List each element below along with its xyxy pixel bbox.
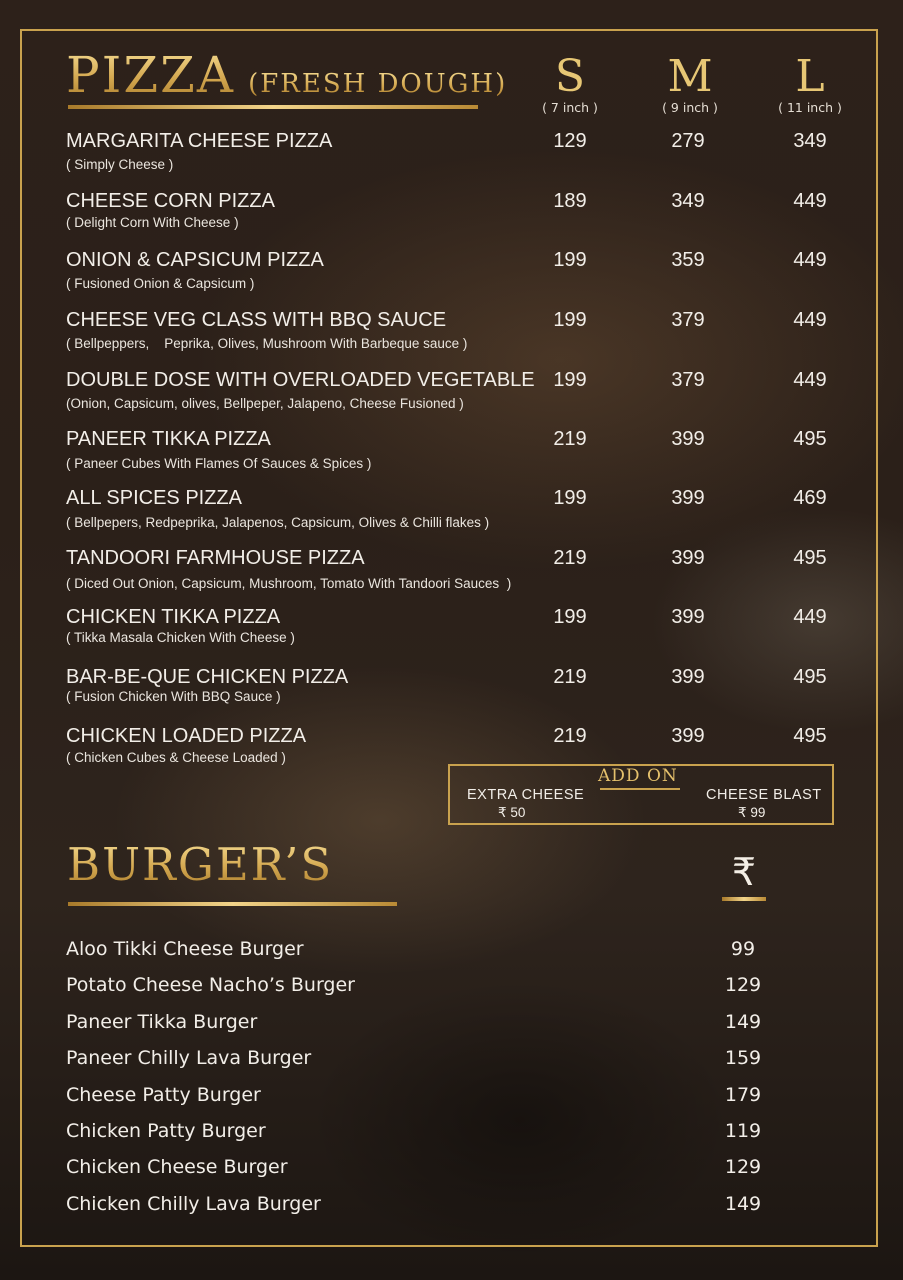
price-large: 449: [793, 309, 827, 331]
size-header-s: [520, 51, 620, 115]
item-price: 129: [724, 974, 762, 996]
size-inch: ( 11 inch ): [778, 100, 842, 115]
item-description: ( Delight Corn With Cheese ): [66, 215, 239, 230]
item-name: Potato Cheese Nacho’s Burger: [66, 974, 355, 996]
item-description: ( Diced Out Onion, Capsicum, Mushroom, Tomato With Tandoori Sauces ): [66, 576, 512, 591]
item-price: 149: [724, 1011, 762, 1033]
price-medium: 399: [671, 547, 705, 569]
item-name: BAR-BE-QUE CHICKEN PIZZA: [66, 666, 349, 688]
price-small: 199: [553, 369, 587, 391]
price-medium: 349: [671, 190, 705, 212]
addon-title-underline: [600, 788, 680, 790]
item-price: 159: [724, 1047, 762, 1069]
item-description: ( Fusion Chicken With BBQ Sauce ): [66, 689, 281, 704]
price-small: 219: [553, 428, 587, 450]
item-name: ALL SPICES PIZZA: [66, 487, 242, 509]
price-medium: 379: [671, 309, 705, 331]
price-small: 219: [553, 725, 587, 747]
item-name: ONION & CAPSICUM PIZZA: [66, 249, 324, 271]
addon-item-price: ₹ 99: [738, 805, 766, 820]
price-large: 449: [793, 249, 827, 271]
item-price: 129: [724, 1156, 762, 1178]
price-large: 349: [793, 130, 827, 152]
size-letter: M: [667, 51, 713, 102]
item-name: PANEER TIKKA PIZZA: [66, 428, 271, 450]
burger-section-title: [67, 838, 333, 891]
size-header-l: [760, 51, 860, 115]
price-large: 495: [793, 666, 827, 688]
price-large: 469: [793, 487, 827, 509]
price-medium: 279: [671, 130, 705, 152]
item-description: ( Fusioned Onion & Capsicum ): [66, 276, 255, 291]
price-large: 449: [793, 369, 827, 391]
price-medium: 399: [671, 606, 705, 628]
item-name: TANDOORI FARMHOUSE PIZZA: [66, 547, 365, 569]
item-name: DOUBLE DOSE WITH OVERLOADED VEGETABLE: [66, 369, 535, 391]
item-name: Paneer Chilly Lava Burger: [66, 1047, 312, 1069]
pizza-section-title: [66, 46, 507, 104]
price-small: 219: [553, 547, 587, 569]
burger-title-underline: [68, 902, 397, 906]
price-column-underline: [722, 897, 766, 901]
burger-title: BURGER’S: [67, 838, 334, 891]
item-price: 119: [724, 1120, 762, 1142]
item-name: Cheese Patty Burger: [66, 1084, 261, 1106]
rupee-icon: ₹: [731, 850, 757, 894]
price-large: 449: [793, 606, 827, 628]
size-letter: L: [795, 51, 825, 102]
price-large: 495: [793, 547, 827, 569]
size-inch: ( 7 inch ): [542, 100, 598, 115]
item-price: 99: [730, 938, 756, 960]
price-large: 495: [793, 725, 827, 747]
size-header-m: [640, 51, 740, 115]
price-medium: 379: [671, 369, 705, 391]
item-description: ( Tikka Masala Chicken With Cheese ): [66, 630, 295, 645]
price-small: 199: [553, 249, 587, 271]
item-name: Chicken Cheese Burger: [66, 1156, 288, 1178]
item-name: CHEESE VEG CLASS WITH BBQ SAUCE: [66, 309, 447, 331]
item-name: MARGARITA CHEESE PIZZA: [66, 130, 333, 152]
price-small: 199: [553, 487, 587, 509]
item-description: ( Chicken Cubes & Cheese Loaded ): [66, 750, 286, 765]
price-small: 129: [553, 130, 587, 152]
price-small: 199: [553, 309, 587, 331]
item-name: Aloo Tikki Cheese Burger: [66, 938, 304, 960]
price-medium: 399: [671, 666, 705, 688]
item-name: Paneer Tikka Burger: [66, 1011, 258, 1033]
price-large: 495: [793, 428, 827, 450]
addon-item-name: EXTRA CHEESE: [467, 787, 585, 803]
item-name: Chicken Patty Burger: [66, 1120, 266, 1142]
price-small: 189: [553, 190, 587, 212]
item-description: ( Bellpeppers, Peprika, Olives, Mushroom With Barbeque sauce ): [66, 336, 468, 351]
size-inch: ( 9 inch ): [662, 100, 718, 115]
price-small: 219: [553, 666, 587, 688]
size-letter: S: [554, 51, 586, 102]
addon-item-price: ₹ 50: [498, 805, 526, 820]
price-medium: 399: [671, 487, 705, 509]
price-small: 199: [553, 606, 587, 628]
item-name: CHEESE CORN PIZZA: [66, 190, 275, 212]
item-name: Chicken Chilly Lava Burger: [66, 1193, 321, 1215]
pizza-title: PIZZA: [66, 46, 235, 104]
item-name: CHICKEN TIKKA PIZZA: [66, 606, 281, 628]
addon-item-name: CHEESE BLAST: [706, 787, 822, 803]
item-description: (Onion, Capsicum, olives, Bellpeper, Jalapeno, Cheese Fusioned ): [66, 396, 464, 411]
addon-title: ADD ON: [598, 766, 678, 786]
item-price: 149: [724, 1193, 762, 1215]
price-medium: 359: [671, 249, 705, 271]
pizza-title-underline: [68, 105, 478, 109]
item-description: ( Bellpepers, Redpeprika, Jalapenos, Capsicum, Olives & Chilli flakes ): [66, 515, 490, 530]
item-description: ( Simply Cheese ): [66, 157, 174, 172]
item-description: ( Paneer Cubes With Flames Of Sauces & Spices ): [66, 456, 372, 471]
item-name: CHICKEN LOADED PIZZA: [66, 725, 307, 747]
price-medium: 399: [671, 428, 705, 450]
price-medium: 399: [671, 725, 705, 747]
pizza-subtitle: (FRESH DOUGH): [248, 69, 508, 99]
price-large: 449: [793, 190, 827, 212]
item-price: 179: [724, 1084, 762, 1106]
